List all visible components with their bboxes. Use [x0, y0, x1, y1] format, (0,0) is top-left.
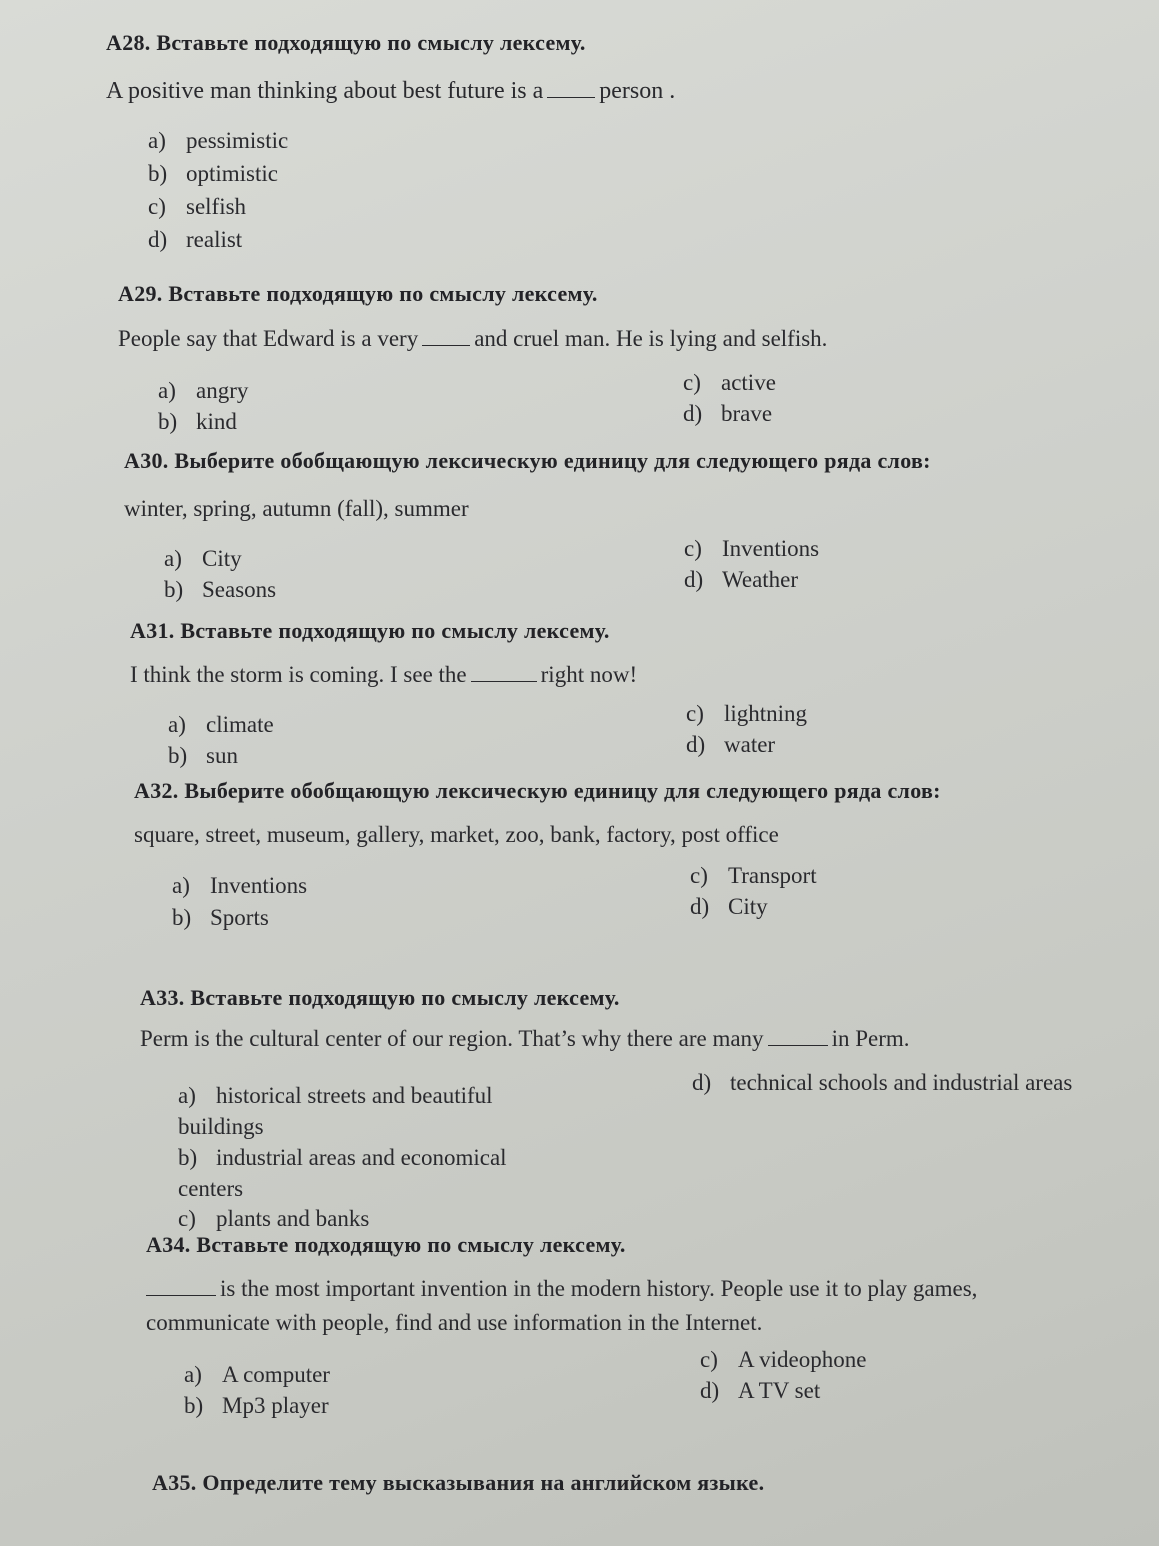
option-text: City	[202, 546, 242, 571]
option-letter: a)	[158, 378, 176, 403]
answer-blank	[471, 663, 537, 682]
question-heading-a31: A31. Вставьте подходящую по смыслу лексему.	[130, 618, 610, 643]
option-text: plants and banks	[216, 1206, 370, 1231]
option-text: water	[724, 732, 776, 757]
question-text-part: right now!	[540, 662, 638, 687]
option-text: kind	[196, 409, 237, 434]
option-text: technical schools and industrial areas	[730, 1070, 1073, 1095]
question-text-a34-line2: communicate with people, find and use information in the Internet.	[146, 1310, 763, 1335]
question-heading-a29: A29. Вставьте подходящую по смыслу лексему.	[118, 281, 598, 306]
option-letter: a)	[184, 1362, 202, 1387]
option-text: optimistic	[186, 161, 278, 186]
option-letter: c)	[178, 1206, 196, 1231]
option-a32-b	[172, 905, 269, 931]
option-letter: d)	[684, 567, 704, 592]
option-letter: a)	[172, 873, 190, 898]
option-text: sun	[206, 743, 238, 768]
option-text: A TV set	[738, 1378, 821, 1403]
option-a34-a	[184, 1362, 330, 1388]
option-letter: d)	[683, 401, 703, 426]
option-a31-a	[168, 712, 274, 738]
option-text: A videophone	[738, 1347, 867, 1372]
question-heading-a32: A32. Выберите обобщающую лексическую единицу для следующего ряда слов:	[134, 778, 941, 803]
option-letter: a)	[178, 1083, 196, 1108]
option-a31-c	[686, 701, 807, 727]
option-a30-d	[684, 567, 798, 593]
option-a28-a	[148, 128, 288, 154]
answer-blank	[768, 1027, 828, 1046]
option-text: Transport	[728, 863, 817, 888]
option-a33-b	[178, 1142, 508, 1204]
option-letter: b)	[184, 1393, 204, 1418]
question-text-part: People say that Edward is a very	[118, 326, 419, 351]
option-a29-a	[158, 378, 248, 404]
option-letter: d)	[692, 1070, 712, 1095]
option-a30-a	[164, 546, 242, 572]
option-letter: a)	[164, 546, 182, 571]
option-letter: b)	[172, 905, 192, 930]
option-letter: c)	[148, 194, 166, 219]
option-letter: d)	[148, 227, 168, 252]
question-text-part: Perm is the cultural center of our region. That’s why there are many	[140, 1026, 764, 1051]
answer-blank	[422, 327, 470, 346]
option-letter: b)	[148, 161, 168, 186]
option-letter: b)	[178, 1145, 198, 1170]
option-a29-b	[158, 409, 237, 435]
question-text-part: person .	[599, 78, 676, 104]
option-a32-d	[690, 894, 768, 920]
option-a33-c	[178, 1206, 369, 1232]
question-text-a33	[140, 1026, 910, 1052]
answer-blank	[547, 79, 595, 98]
option-letter: b)	[158, 409, 178, 434]
question-heading-a34: A34. Вставьте подходящую по смыслу лексему.	[146, 1232, 626, 1257]
option-text: City	[728, 894, 768, 919]
option-a31-d	[686, 732, 775, 758]
option-a34-b	[184, 1393, 329, 1419]
option-text: Sports	[210, 905, 269, 930]
question-heading-a28: A28. Вставьте подходящую по смыслу лексему.	[106, 30, 586, 55]
option-text: realist	[186, 227, 243, 252]
option-text: pessimistic	[186, 128, 289, 153]
option-letter: b)	[164, 577, 184, 602]
option-letter: a)	[148, 128, 166, 153]
option-a28-b	[148, 161, 278, 187]
option-a34-d	[700, 1378, 820, 1404]
option-a29-c	[683, 370, 776, 396]
question-text-a30: winter, spring, autumn (fall), summer	[124, 496, 469, 521]
option-a28-c	[148, 194, 246, 220]
question-text-a28	[106, 78, 675, 105]
option-letter: c)	[683, 370, 701, 395]
option-text: angry	[196, 378, 249, 403]
option-a32-a	[172, 873, 307, 899]
option-letter: d)	[700, 1378, 720, 1403]
question-heading-a35: A35. Определите тему высказывания на английском языке.	[152, 1470, 765, 1495]
option-letter: c)	[700, 1347, 718, 1372]
question-text-a34	[146, 1276, 977, 1302]
option-a30-c	[684, 536, 819, 562]
answer-blank	[146, 1277, 216, 1296]
option-letter: d)	[690, 894, 710, 919]
option-a29-d	[683, 401, 772, 427]
option-text: historical streets and beautiful buildings	[178, 1083, 493, 1139]
option-letter: c)	[686, 701, 704, 726]
option-a28-d	[148, 227, 242, 253]
option-text: Mp3 player	[222, 1393, 329, 1418]
question-heading-a30: A30. Выберите обобщающую лексическую единицу для следующего ряда слов:	[124, 448, 931, 473]
question-text-part: is the most important invention in the modern history. People use it to play games,	[220, 1276, 978, 1301]
question-text-part: and cruel man. He is lying and selfish.	[474, 326, 828, 351]
option-letter: a)	[168, 712, 186, 737]
question-text-part: in Perm.	[831, 1026, 910, 1051]
option-a34-c	[700, 1347, 866, 1373]
question-text-part: A positive man thinking about best future is a	[106, 78, 544, 104]
option-text: brave	[721, 401, 773, 426]
option-text: industrial areas and economical centers	[178, 1145, 507, 1201]
question-text-a32: square, street, museum, gallery, market, zoo, bank, factory, post office	[134, 822, 779, 847]
option-letter: c)	[684, 536, 702, 561]
question-heading-a33: A33. Вставьте подходящую по смыслу лексему.	[140, 985, 620, 1010]
option-a30-b	[164, 577, 276, 603]
option-text: Inventions	[210, 873, 308, 898]
option-text: climate	[206, 712, 274, 737]
option-letter: b)	[168, 743, 188, 768]
option-text: lightning	[724, 701, 808, 726]
option-text: Weather	[722, 567, 799, 592]
option-letter: d)	[686, 732, 706, 757]
option-a32-c	[690, 863, 817, 889]
option-text: Inventions	[722, 536, 820, 561]
question-text-a31	[130, 662, 637, 688]
question-text-part: I think the storm is coming. I see the	[130, 662, 467, 687]
option-letter: c)	[690, 863, 708, 888]
question-text-a29	[118, 326, 827, 352]
option-text: A computer	[222, 1362, 330, 1387]
option-text: selfish	[186, 194, 247, 219]
option-text: Seasons	[202, 577, 277, 602]
option-text: active	[721, 370, 776, 395]
option-a31-b	[168, 743, 238, 769]
option-a33-d	[692, 1070, 1072, 1096]
option-a33-a	[178, 1080, 508, 1142]
